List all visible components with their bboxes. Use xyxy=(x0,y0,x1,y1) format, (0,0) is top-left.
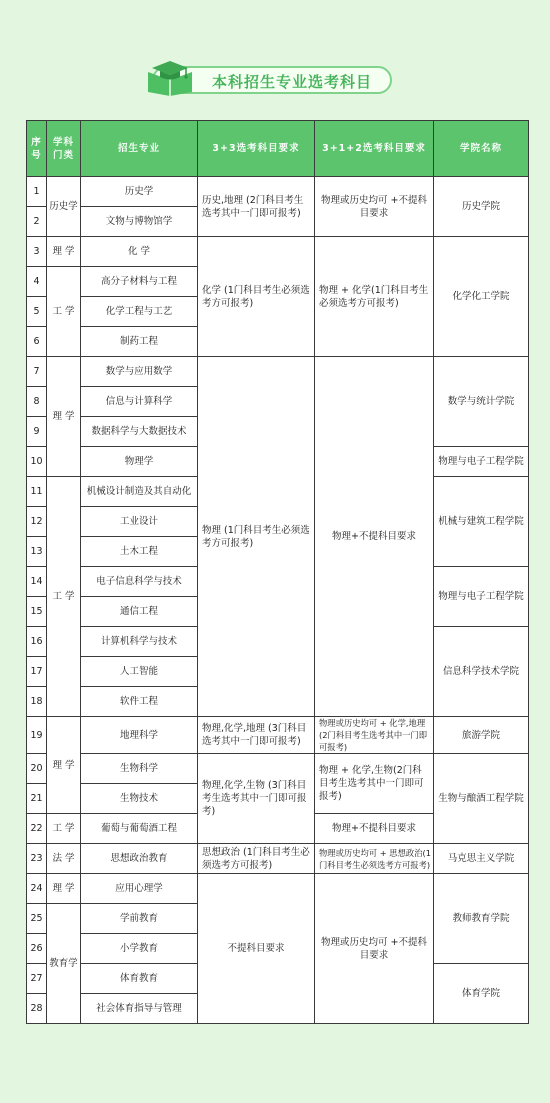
req33-cell: 物理 (1门科目考生必须选考方可报考) xyxy=(198,357,315,717)
major-cell: 思想政治教育 xyxy=(81,844,198,874)
row-number: 11 xyxy=(27,477,47,507)
major-cell: 制药工程 xyxy=(81,327,198,357)
college-cell: 机械与建筑工程学院 xyxy=(434,477,529,567)
row-number: 5 xyxy=(27,297,47,327)
row-number: 22 xyxy=(27,814,47,844)
college-cell: 化学化工学院 xyxy=(434,237,529,357)
major-cell: 物理学 xyxy=(81,447,198,477)
row-number: 18 xyxy=(27,687,47,717)
category-cell: 理 学 xyxy=(47,717,81,814)
row-number: 14 xyxy=(27,567,47,597)
category-cell: 历史学 xyxy=(47,177,81,237)
row-number: 21 xyxy=(27,784,47,814)
req33-cell: 不提科目要求 xyxy=(198,874,315,1024)
graduation-cap-book-icon xyxy=(140,58,200,98)
header-college: 学院名称 xyxy=(434,121,529,177)
row-number: 12 xyxy=(27,507,47,537)
college-cell: 历史学院 xyxy=(434,177,529,237)
table-header-row xyxy=(27,121,529,177)
majors-table xyxy=(26,120,529,1024)
row-number: 4 xyxy=(27,267,47,297)
category-cell: 理 学 xyxy=(47,237,81,267)
row-number: 28 xyxy=(27,994,47,1024)
req312-cell: 物理 + 化学,生物(2门科目考生选考其中一门即可报考) xyxy=(315,754,434,814)
category-cell: 法 学 xyxy=(47,844,81,874)
major-cell: 通信工程 xyxy=(81,597,198,627)
major-cell: 小学教育 xyxy=(81,934,198,964)
major-cell: 生物技术 xyxy=(81,784,198,814)
row-number: 17 xyxy=(27,657,47,687)
category-cell: 理 学 xyxy=(47,874,81,904)
college-cell: 物理与电子工程学院 xyxy=(434,567,529,627)
row-number: 20 xyxy=(27,754,47,784)
req33-cell: 历史,地理 (2门科目考生选考其中一门即可报考) xyxy=(198,177,315,237)
req33-cell: 物理,化学,生物 (3门科目考生选考其中一门即可报考) xyxy=(198,754,315,844)
req312-cell: 物理或历史均可 + 化学,地理(2门科目考生选考其中一门即可报考) xyxy=(315,717,434,754)
major-cell: 高分子材料与工程 xyxy=(81,267,198,297)
header-category: 学科门类 xyxy=(47,121,81,177)
major-cell: 应用心理学 xyxy=(81,874,198,904)
row-number: 25 xyxy=(27,904,47,934)
req312-cell: 物理或历史均可 +不提科目要求 xyxy=(315,177,434,237)
major-cell: 生物科学 xyxy=(81,754,198,784)
major-cell: 数据科学与大数据技术 xyxy=(81,417,198,447)
header-req312: 3+1+2选考科目要求 xyxy=(315,121,434,177)
major-cell: 计算机科学与技术 xyxy=(81,627,198,657)
major-cell: 体育教育 xyxy=(81,964,198,994)
category-cell: 工 学 xyxy=(47,267,81,357)
row-number: 8 xyxy=(27,387,47,417)
row-number: 3 xyxy=(27,237,47,267)
major-cell: 土木工程 xyxy=(81,537,198,567)
college-cell: 旅游学院 xyxy=(434,717,529,754)
major-cell: 学前教育 xyxy=(81,904,198,934)
header-req33: 3+3选考科目要求 xyxy=(198,121,315,177)
row-number: 2 xyxy=(27,207,47,237)
req312-cell: 物理 + 化学(1门科目考生必须选考方可报考) xyxy=(315,237,434,357)
college-cell: 体育学院 xyxy=(434,964,529,1024)
row-number: 7 xyxy=(27,357,47,387)
major-cell: 化 学 xyxy=(81,237,198,267)
category-cell: 教育学 xyxy=(47,904,81,1024)
row-number: 6 xyxy=(27,327,47,357)
row-number: 19 xyxy=(27,717,47,754)
row-number: 24 xyxy=(27,874,47,904)
table-row xyxy=(27,357,529,387)
college-cell: 马克思主义学院 xyxy=(434,844,529,874)
major-cell: 电子信息科学与技术 xyxy=(81,567,198,597)
major-cell: 工业设计 xyxy=(81,507,198,537)
row-number: 16 xyxy=(27,627,47,657)
major-cell: 软件工程 xyxy=(81,687,198,717)
header-major: 招生专业 xyxy=(81,121,198,177)
major-cell: 葡萄与葡萄酒工程 xyxy=(81,814,198,844)
major-cell: 文物与博物馆学 xyxy=(81,207,198,237)
college-cell: 教师教育学院 xyxy=(434,874,529,964)
table-row xyxy=(27,237,529,267)
major-cell: 数学与应用数学 xyxy=(81,357,198,387)
req33-cell: 思想政治 (1门科目考生必须选考方可报考) xyxy=(198,844,315,874)
college-cell: 生物与酿酒工程学院 xyxy=(434,754,529,844)
major-cell: 机械设计制造及其自动化 xyxy=(81,477,198,507)
major-cell: 人工智能 xyxy=(81,657,198,687)
table-row xyxy=(27,177,529,207)
table-row xyxy=(27,717,529,754)
req312-cell: 物理+不提科目要求 xyxy=(315,814,434,844)
category-cell: 工 学 xyxy=(47,477,81,717)
row-number: 27 xyxy=(27,964,47,994)
row-number: 9 xyxy=(27,417,47,447)
table-row xyxy=(27,874,529,904)
row-number: 10 xyxy=(27,447,47,477)
college-cell: 数学与统计学院 xyxy=(434,357,529,447)
req312-cell: 物理或历史均可 +不提科目要求 xyxy=(315,874,434,1024)
row-number: 15 xyxy=(27,597,47,627)
college-cell: 物理与电子工程学院 xyxy=(434,447,529,477)
req33-cell: 化学 (1门科目考生必须选考方可报考) xyxy=(198,237,315,357)
major-cell: 历史学 xyxy=(81,177,198,207)
major-cell: 信息与计算科学 xyxy=(81,387,198,417)
page-title-banner xyxy=(140,58,394,98)
req33-cell: 物理,化学,地理 (3门科目选考其中一门即可报考) xyxy=(198,717,315,754)
row-number: 1 xyxy=(27,177,47,207)
table-row xyxy=(27,844,529,874)
row-number: 23 xyxy=(27,844,47,874)
req312-cell: 物理或历史均可 + 思想政治(1门科目考生必须选考方可报考) xyxy=(315,844,434,874)
major-cell: 社会体育指导与管理 xyxy=(81,994,198,1024)
category-cell: 理 学 xyxy=(47,357,81,477)
req312-cell: 物理+不提科目要求 xyxy=(315,357,434,717)
row-number: 26 xyxy=(27,934,47,964)
row-number: 13 xyxy=(27,537,47,567)
page-title: 本科招生专业选考科目 xyxy=(212,73,373,91)
college-cell: 信息科学技术学院 xyxy=(434,627,529,717)
major-cell: 地理科学 xyxy=(81,717,198,754)
category-cell: 工 学 xyxy=(47,814,81,844)
header-seq: 序号 xyxy=(27,121,47,177)
table-row xyxy=(27,754,529,784)
major-cell: 化学工程与工艺 xyxy=(81,297,198,327)
